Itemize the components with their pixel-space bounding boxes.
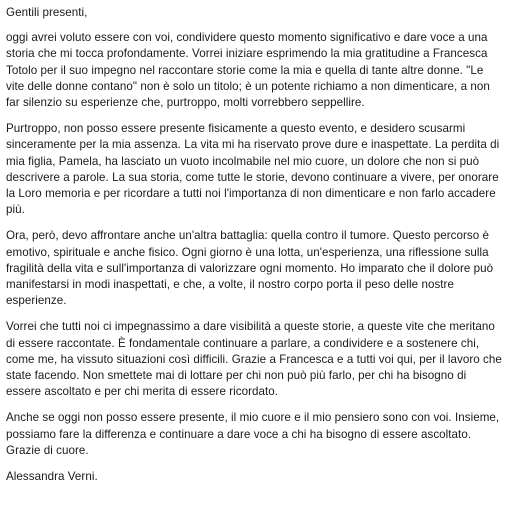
letter-paragraph-2: Purtroppo, non posso essere presente fisicamente a questo evento, e desidero scusarmi sinceramente per la mia assenza. La vita mi ha riservato prove dure e inaspettate. La perdita di mia figlia, Pamela, ha lasciato un vuoto incolmabile nel mio cuore, un dolore che non si può descrivere a parole. La sua storia, come tutte le storie, devono continuare a vivere, per onorare la Loro memoria e per ricordare a tutti noi l'importanza di non dimenticare e non farlo accadere più. (6, 122, 500, 217)
letter-greeting: Gentili presenti, (6, 6, 88, 19)
letter-paragraph-4: Vorrei che tutti noi ci impegnassimo a dare visibilità a queste storie, a queste vite che meritano di essere raccontate. È fondamentale continuare a parlare, a condividere e a sostenere chi, come me, ha vissuto situazioni così difficili. Grazie a Francesca e a tutti voi qui, per il lavoro che state facendo. Non smettete mai di lottare per chi non può più farlo, per chi ha bisogno di essere ascoltato e per chi merita di essere ricordato. (6, 320, 502, 399)
letter-paragraph-3: Ora, però, devo affrontare anche un'altra battaglia: quella contro il tumore. Questo percorso è emotivo, spirituale e anche fisico. Ogni giorno è una lotta, un'esperienza, una riflessione sulla fragilità della vita e sull'importanza di valorizzare ogni momento. Ho imparato che il dolore può manifestarsi in modi inaspettati, e che, a volte, il nostro corpo porta il peso delle nostre esperienze. (6, 229, 494, 308)
letter-paragraph-1: oggi avrei voluto essere con voi, condividere questo momento significativo e dare voce a una storia che mi tocca profondamente. Vorrei iniziare esprimendo la mia gratitudine a Francesca Totolo per il suo impegno nel raccontare storie come la mia e quella di tante altre donne. "Le vite delle donne contano" non è solo un titolo; è un potente richiamo a non dimenticare, a non far silenzio su esperienze che, purtroppo, molti vorrebbero seppellire. (6, 31, 490, 110)
letter-signature: Alessandra Verni. (6, 470, 98, 484)
letter-paragraph-5: Anche se oggi non posso essere presente, il mio cuore e il mio pensiero sono con voi. Insieme, possiamo fare la differenza e continuare a dare voce a chi ha bisogno di essere ascoltato. Grazie di cuore. (6, 411, 500, 457)
